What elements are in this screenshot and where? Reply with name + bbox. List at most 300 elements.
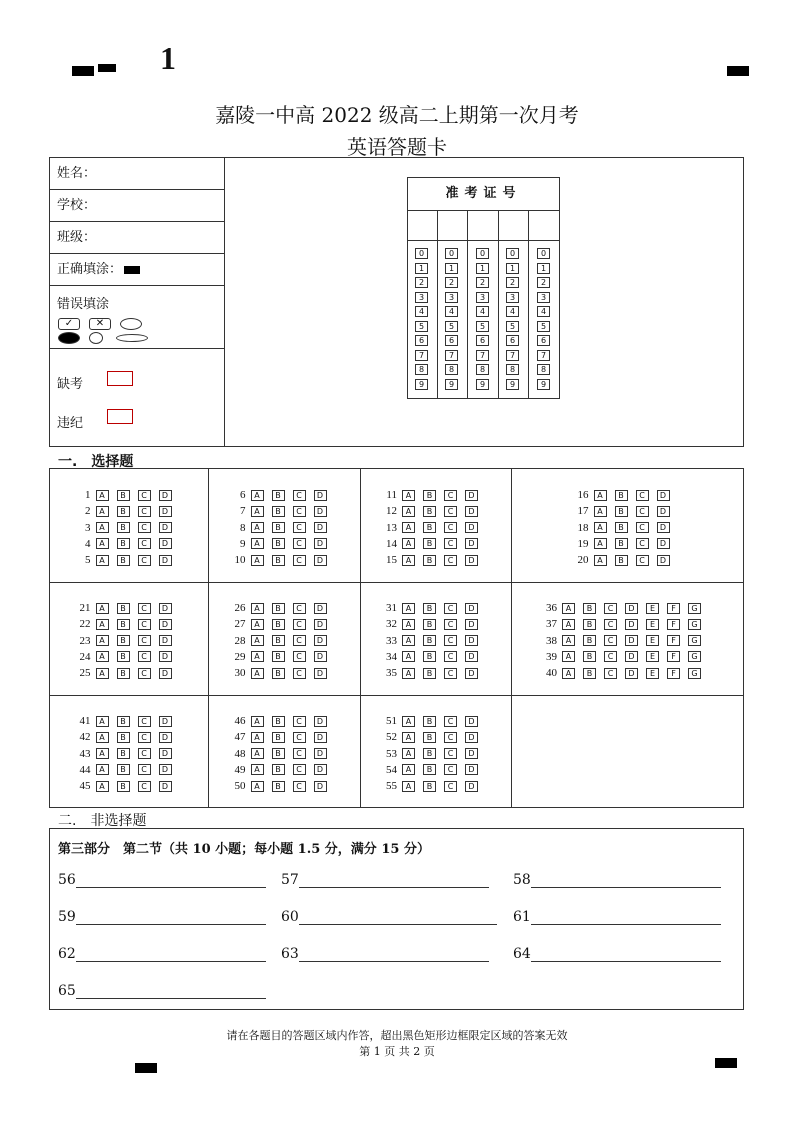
option-bubble[interactable]: A (96, 603, 109, 614)
answer-blank[interactable] (281, 946, 489, 962)
option-bubble[interactable]: B (615, 490, 628, 501)
option-bubble[interactable]: A (402, 635, 415, 646)
option-bubble[interactable]: C (293, 781, 306, 792)
option-bubble[interactable]: C (444, 538, 457, 549)
option-bubble[interactable]: B (272, 668, 285, 679)
option-bubble[interactable]: B (117, 732, 130, 743)
name-field[interactable] (50, 158, 224, 190)
option-bubble[interactable]: D (159, 748, 172, 759)
option-bubble[interactable]: C (444, 668, 457, 679)
option-bubble[interactable]: D (159, 506, 172, 517)
option-bubble[interactable]: B (583, 635, 596, 646)
option-bubble[interactable]: B (615, 555, 628, 566)
digit-bubble[interactable]: 4 (445, 306, 458, 317)
option-bubble[interactable]: C (293, 748, 306, 759)
option-bubble[interactable]: C (293, 764, 306, 775)
option-bubble[interactable]: B (615, 538, 628, 549)
option-bubble[interactable]: D (465, 603, 478, 614)
option-bubble[interactable]: A (96, 555, 109, 566)
option-bubble[interactable]: D (625, 635, 638, 646)
digit-bubble[interactable]: 6 (445, 335, 458, 346)
digit-bubble[interactable]: 4 (537, 306, 550, 317)
option-bubble[interactable]: B (583, 668, 596, 679)
option-bubble[interactable]: D (465, 651, 478, 662)
option-bubble[interactable]: C (604, 603, 617, 614)
answer-blank[interactable] (281, 909, 497, 925)
option-bubble[interactable]: D (159, 668, 172, 679)
option-bubble[interactable]: D (314, 619, 327, 630)
digit-bubble[interactable]: 7 (476, 350, 489, 361)
digit-bubble[interactable]: 0 (415, 248, 428, 259)
option-bubble[interactable]: C (444, 619, 457, 630)
option-bubble[interactable]: C (138, 732, 151, 743)
option-bubble[interactable]: C (138, 538, 151, 549)
option-bubble[interactable]: A (402, 651, 415, 662)
option-bubble[interactable]: F (667, 668, 680, 679)
answer-blank[interactable] (513, 872, 721, 888)
option-bubble[interactable]: B (615, 506, 628, 517)
digit-bubble[interactable]: 0 (537, 248, 550, 259)
option-bubble[interactable]: A (96, 668, 109, 679)
option-bubble[interactable]: C (138, 490, 151, 501)
option-bubble[interactable]: A (402, 506, 415, 517)
option-bubble[interactable]: C (444, 781, 457, 792)
digit-bubble[interactable]: 6 (476, 335, 489, 346)
option-bubble[interactable]: A (562, 668, 575, 679)
option-bubble[interactable]: D (465, 635, 478, 646)
digit-bubble[interactable]: 9 (476, 379, 489, 390)
digit-bubble[interactable]: 5 (476, 321, 489, 332)
option-bubble[interactable]: B (583, 651, 596, 662)
digit-bubble[interactable]: 3 (445, 292, 458, 303)
option-bubble[interactable]: C (138, 651, 151, 662)
option-bubble[interactable]: D (314, 716, 327, 727)
option-bubble[interactable]: B (117, 668, 130, 679)
option-bubble[interactable]: D (159, 522, 172, 533)
option-bubble[interactable]: A (594, 538, 607, 549)
option-bubble[interactable]: D (314, 668, 327, 679)
option-bubble[interactable]: E (646, 619, 659, 630)
option-bubble[interactable]: D (625, 651, 638, 662)
option-bubble[interactable]: A (251, 764, 264, 775)
digit-bubble[interactable]: 9 (445, 379, 458, 390)
digit-bubble[interactable]: 1 (415, 263, 428, 274)
digit-bubble[interactable]: 5 (506, 321, 519, 332)
option-bubble[interactable]: C (444, 555, 457, 566)
option-bubble[interactable]: D (314, 732, 327, 743)
digit-bubble[interactable]: 1 (506, 263, 519, 274)
option-bubble[interactable]: C (293, 538, 306, 549)
option-bubble[interactable]: D (314, 603, 327, 614)
option-bubble[interactable]: C (444, 522, 457, 533)
option-bubble[interactable]: C (138, 716, 151, 727)
option-bubble[interactable]: E (646, 651, 659, 662)
option-bubble[interactable]: D (314, 506, 327, 517)
digit-bubble[interactable]: 7 (537, 350, 550, 361)
option-bubble[interactable]: B (583, 619, 596, 630)
option-bubble[interactable]: D (657, 506, 670, 517)
option-bubble[interactable]: C (604, 619, 617, 630)
option-bubble[interactable]: A (96, 506, 109, 517)
option-bubble[interactable]: D (465, 506, 478, 517)
option-bubble[interactable]: B (423, 490, 436, 501)
option-bubble[interactable]: C (138, 781, 151, 792)
option-bubble[interactable]: A (251, 651, 264, 662)
option-bubble[interactable]: A (402, 555, 415, 566)
option-bubble[interactable]: G (688, 668, 701, 679)
digit-bubble[interactable]: 3 (537, 292, 550, 303)
option-bubble[interactable]: D (465, 522, 478, 533)
option-bubble[interactable]: E (646, 603, 659, 614)
option-bubble[interactable]: B (272, 490, 285, 501)
option-bubble[interactable]: A (402, 748, 415, 759)
option-bubble[interactable]: G (688, 635, 701, 646)
option-bubble[interactable]: A (594, 490, 607, 501)
option-bubble[interactable]: C (636, 506, 649, 517)
option-bubble[interactable]: C (444, 651, 457, 662)
option-bubble[interactable]: A (402, 538, 415, 549)
option-bubble[interactable]: C (293, 651, 306, 662)
option-bubble[interactable]: B (423, 635, 436, 646)
option-bubble[interactable]: A (96, 764, 109, 775)
digit-bubble[interactable]: 8 (415, 364, 428, 375)
option-bubble[interactable]: D (625, 668, 638, 679)
digit-bubble[interactable]: 7 (506, 350, 519, 361)
digit-bubble[interactable]: 1 (537, 263, 550, 274)
digit-bubble[interactable]: 9 (415, 379, 428, 390)
option-bubble[interactable]: B (615, 522, 628, 533)
option-bubble[interactable]: C (138, 506, 151, 517)
option-bubble[interactable]: D (314, 781, 327, 792)
digit-bubble[interactable]: 0 (506, 248, 519, 259)
option-bubble[interactable]: B (272, 538, 285, 549)
digit-bubble[interactable]: 3 (415, 292, 428, 303)
option-bubble[interactable]: B (272, 716, 285, 727)
digit-bubble[interactable]: 6 (415, 335, 428, 346)
option-bubble[interactable]: B (272, 764, 285, 775)
option-bubble[interactable]: D (314, 490, 327, 501)
option-bubble[interactable]: A (562, 651, 575, 662)
option-bubble[interactable]: C (604, 668, 617, 679)
option-bubble[interactable]: A (96, 635, 109, 646)
option-bubble[interactable]: A (402, 619, 415, 630)
option-bubble[interactable]: C (293, 732, 306, 743)
option-bubble[interactable]: C (444, 748, 457, 759)
option-bubble[interactable]: A (251, 619, 264, 630)
option-bubble[interactable]: C (444, 506, 457, 517)
option-bubble[interactable]: B (423, 522, 436, 533)
digit-bubble[interactable]: 2 (506, 277, 519, 288)
option-bubble[interactable]: C (293, 555, 306, 566)
option-bubble[interactable]: D (159, 619, 172, 630)
absent-box[interactable] (107, 371, 133, 386)
option-bubble[interactable]: A (251, 732, 264, 743)
option-bubble[interactable]: B (117, 651, 130, 662)
option-bubble[interactable]: B (117, 522, 130, 533)
option-bubble[interactable]: A (402, 490, 415, 501)
option-bubble[interactable]: D (159, 538, 172, 549)
option-bubble[interactable]: D (465, 716, 478, 727)
answer-blank[interactable] (58, 872, 266, 888)
option-bubble[interactable]: D (465, 668, 478, 679)
option-bubble[interactable]: A (96, 716, 109, 727)
option-bubble[interactable]: A (402, 603, 415, 614)
option-bubble[interactable]: D (314, 764, 327, 775)
option-bubble[interactable]: B (423, 555, 436, 566)
option-bubble[interactable]: D (159, 781, 172, 792)
option-bubble[interactable]: D (314, 748, 327, 759)
violation-box[interactable] (107, 409, 133, 424)
option-bubble[interactable]: D (657, 538, 670, 549)
option-bubble[interactable]: A (251, 748, 264, 759)
digit-bubble[interactable]: 8 (476, 364, 489, 375)
option-bubble[interactable]: A (594, 555, 607, 566)
digit-bubble[interactable]: 9 (537, 379, 550, 390)
option-bubble[interactable]: E (646, 668, 659, 679)
option-bubble[interactable]: B (272, 635, 285, 646)
option-bubble[interactable]: B (117, 635, 130, 646)
option-bubble[interactable]: C (604, 651, 617, 662)
option-bubble[interactable]: B (423, 748, 436, 759)
option-bubble[interactable]: D (465, 538, 478, 549)
option-bubble[interactable]: F (667, 635, 680, 646)
option-bubble[interactable]: D (159, 716, 172, 727)
option-bubble[interactable]: A (251, 538, 264, 549)
option-bubble[interactable]: A (96, 748, 109, 759)
option-bubble[interactable]: C (293, 522, 306, 533)
option-bubble[interactable]: B (423, 781, 436, 792)
option-bubble[interactable]: C (636, 522, 649, 533)
answer-blank[interactable] (58, 946, 266, 962)
option-bubble[interactable]: B (423, 764, 436, 775)
digit-bubble[interactable]: 8 (445, 364, 458, 375)
school-field[interactable] (50, 190, 224, 222)
option-bubble[interactable]: A (96, 538, 109, 549)
option-bubble[interactable]: A (402, 732, 415, 743)
option-bubble[interactable]: D (465, 619, 478, 630)
option-bubble[interactable]: C (293, 668, 306, 679)
option-bubble[interactable]: F (667, 651, 680, 662)
option-bubble[interactable]: B (272, 603, 285, 614)
option-bubble[interactable]: A (402, 668, 415, 679)
digit-bubble[interactable]: 5 (537, 321, 550, 332)
option-bubble[interactable]: A (402, 716, 415, 727)
digit-bubble[interactable]: 4 (506, 306, 519, 317)
option-bubble[interactable]: D (314, 522, 327, 533)
option-bubble[interactable]: D (657, 522, 670, 533)
option-bubble[interactable]: C (293, 490, 306, 501)
digit-bubble[interactable]: 2 (537, 277, 550, 288)
option-bubble[interactable]: A (96, 490, 109, 501)
digit-bubble[interactable]: 7 (445, 350, 458, 361)
option-bubble[interactable]: C (636, 555, 649, 566)
option-bubble[interactable]: C (138, 522, 151, 533)
option-bubble[interactable]: D (465, 555, 478, 566)
option-bubble[interactable]: D (159, 555, 172, 566)
option-bubble[interactable]: D (625, 603, 638, 614)
digit-bubble[interactable]: 3 (476, 292, 489, 303)
option-bubble[interactable]: A (594, 506, 607, 517)
option-bubble[interactable]: C (293, 716, 306, 727)
option-bubble[interactable]: B (117, 764, 130, 775)
digit-bubble[interactable]: 2 (415, 277, 428, 288)
option-bubble[interactable]: B (423, 603, 436, 614)
option-bubble[interactable]: B (423, 651, 436, 662)
option-bubble[interactable]: B (117, 555, 130, 566)
option-bubble[interactable]: D (159, 651, 172, 662)
option-bubble[interactable]: D (159, 764, 172, 775)
digit-bubble[interactable]: 6 (537, 335, 550, 346)
option-bubble[interactable]: D (465, 764, 478, 775)
option-bubble[interactable]: B (117, 506, 130, 517)
option-bubble[interactable]: B (272, 651, 285, 662)
option-bubble[interactable]: B (272, 522, 285, 533)
option-bubble[interactable]: D (314, 635, 327, 646)
digit-bubble[interactable]: 4 (476, 306, 489, 317)
answer-blank[interactable] (58, 909, 266, 925)
option-bubble[interactable]: A (251, 522, 264, 533)
digit-bubble[interactable]: 0 (476, 248, 489, 259)
option-bubble[interactable]: C (293, 506, 306, 517)
option-bubble[interactable]: D (657, 490, 670, 501)
option-bubble[interactable]: C (636, 490, 649, 501)
answer-blank[interactable] (513, 946, 721, 962)
option-bubble[interactable]: D (465, 781, 478, 792)
option-bubble[interactable]: D (465, 732, 478, 743)
option-bubble[interactable]: A (96, 522, 109, 533)
digit-bubble[interactable]: 3 (506, 292, 519, 303)
option-bubble[interactable]: A (562, 619, 575, 630)
option-bubble[interactable]: B (272, 619, 285, 630)
option-bubble[interactable]: A (562, 635, 575, 646)
option-bubble[interactable]: C (138, 619, 151, 630)
option-bubble[interactable]: A (251, 506, 264, 517)
option-bubble[interactable]: C (138, 748, 151, 759)
option-bubble[interactable]: D (159, 635, 172, 646)
option-bubble[interactable]: A (402, 781, 415, 792)
option-bubble[interactable]: A (251, 716, 264, 727)
digit-bubble[interactable]: 2 (445, 277, 458, 288)
option-bubble[interactable]: G (688, 619, 701, 630)
digit-bubble[interactable]: 4 (415, 306, 428, 317)
digit-bubble[interactable]: 8 (537, 364, 550, 375)
option-bubble[interactable]: C (138, 635, 151, 646)
option-bubble[interactable]: A (402, 522, 415, 533)
option-bubble[interactable]: B (117, 619, 130, 630)
option-bubble[interactable]: C (636, 538, 649, 549)
option-bubble[interactable]: A (96, 732, 109, 743)
option-bubble[interactable]: B (117, 716, 130, 727)
option-bubble[interactable]: B (423, 619, 436, 630)
option-bubble[interactable]: C (138, 668, 151, 679)
option-bubble[interactable]: C (138, 555, 151, 566)
option-bubble[interactable]: D (625, 619, 638, 630)
digit-bubble[interactable]: 8 (506, 364, 519, 375)
option-bubble[interactable]: B (117, 490, 130, 501)
option-bubble[interactable]: B (272, 506, 285, 517)
option-bubble[interactable]: A (96, 651, 109, 662)
option-bubble[interactable]: B (583, 603, 596, 614)
option-bubble[interactable]: G (688, 651, 701, 662)
option-bubble[interactable]: B (117, 538, 130, 549)
option-bubble[interactable]: B (423, 668, 436, 679)
digit-bubble[interactable]: 0 (445, 248, 458, 259)
option-bubble[interactable]: A (251, 603, 264, 614)
option-bubble[interactable]: D (159, 732, 172, 743)
option-bubble[interactable]: B (423, 538, 436, 549)
option-bubble[interactable]: D (314, 538, 327, 549)
option-bubble[interactable]: C (138, 603, 151, 614)
digit-bubble[interactable]: 2 (476, 277, 489, 288)
option-bubble[interactable]: D (465, 490, 478, 501)
option-bubble[interactable]: A (251, 490, 264, 501)
option-bubble[interactable]: D (657, 555, 670, 566)
option-bubble[interactable]: C (444, 716, 457, 727)
option-bubble[interactable]: C (444, 490, 457, 501)
admission-write-row[interactable] (408, 210, 559, 241)
option-bubble[interactable]: B (272, 781, 285, 792)
option-bubble[interactable]: C (293, 619, 306, 630)
option-bubble[interactable]: D (465, 748, 478, 759)
answer-blank[interactable] (513, 909, 721, 925)
option-bubble[interactable]: C (604, 635, 617, 646)
option-bubble[interactable]: A (96, 781, 109, 792)
option-bubble[interactable]: B (423, 716, 436, 727)
option-bubble[interactable]: D (159, 603, 172, 614)
option-bubble[interactable]: C (444, 732, 457, 743)
option-bubble[interactable]: E (646, 635, 659, 646)
option-bubble[interactable]: A (251, 555, 264, 566)
option-bubble[interactable]: A (594, 522, 607, 533)
option-bubble[interactable]: C (444, 603, 457, 614)
option-bubble[interactable]: A (402, 764, 415, 775)
answer-blank[interactable] (58, 983, 266, 999)
option-bubble[interactable]: C (444, 635, 457, 646)
option-bubble[interactable]: B (272, 748, 285, 759)
option-bubble[interactable]: A (251, 635, 264, 646)
option-bubble[interactable]: A (96, 619, 109, 630)
option-bubble[interactable]: A (251, 781, 264, 792)
digit-bubble[interactable]: 6 (506, 335, 519, 346)
option-bubble[interactable]: G (688, 603, 701, 614)
option-bubble[interactable]: C (138, 764, 151, 775)
option-bubble[interactable]: B (117, 781, 130, 792)
option-bubble[interactable]: C (444, 764, 457, 775)
option-bubble[interactable]: B (272, 732, 285, 743)
class-field[interactable] (50, 222, 224, 254)
digit-bubble[interactable]: 1 (476, 263, 489, 274)
option-bubble[interactable]: B (117, 603, 130, 614)
option-bubble[interactable]: B (423, 506, 436, 517)
option-bubble[interactable]: D (314, 555, 327, 566)
option-bubble[interactable]: C (293, 635, 306, 646)
option-bubble[interactable]: F (667, 619, 680, 630)
digit-bubble[interactable]: 9 (506, 379, 519, 390)
option-bubble[interactable]: D (314, 651, 327, 662)
digit-bubble[interactable]: 7 (415, 350, 428, 361)
option-bubble[interactable]: B (423, 732, 436, 743)
option-bubble[interactable]: C (293, 603, 306, 614)
digit-bubble[interactable]: 5 (445, 321, 458, 332)
option-bubble[interactable]: A (251, 668, 264, 679)
digit-bubble[interactable]: 1 (445, 263, 458, 274)
answer-blank[interactable] (281, 872, 489, 888)
option-bubble[interactable]: B (272, 555, 285, 566)
option-bubble[interactable]: D (159, 490, 172, 501)
option-bubble[interactable]: F (667, 603, 680, 614)
option-bubble[interactable]: A (562, 603, 575, 614)
option-bubble[interactable]: B (117, 748, 130, 759)
